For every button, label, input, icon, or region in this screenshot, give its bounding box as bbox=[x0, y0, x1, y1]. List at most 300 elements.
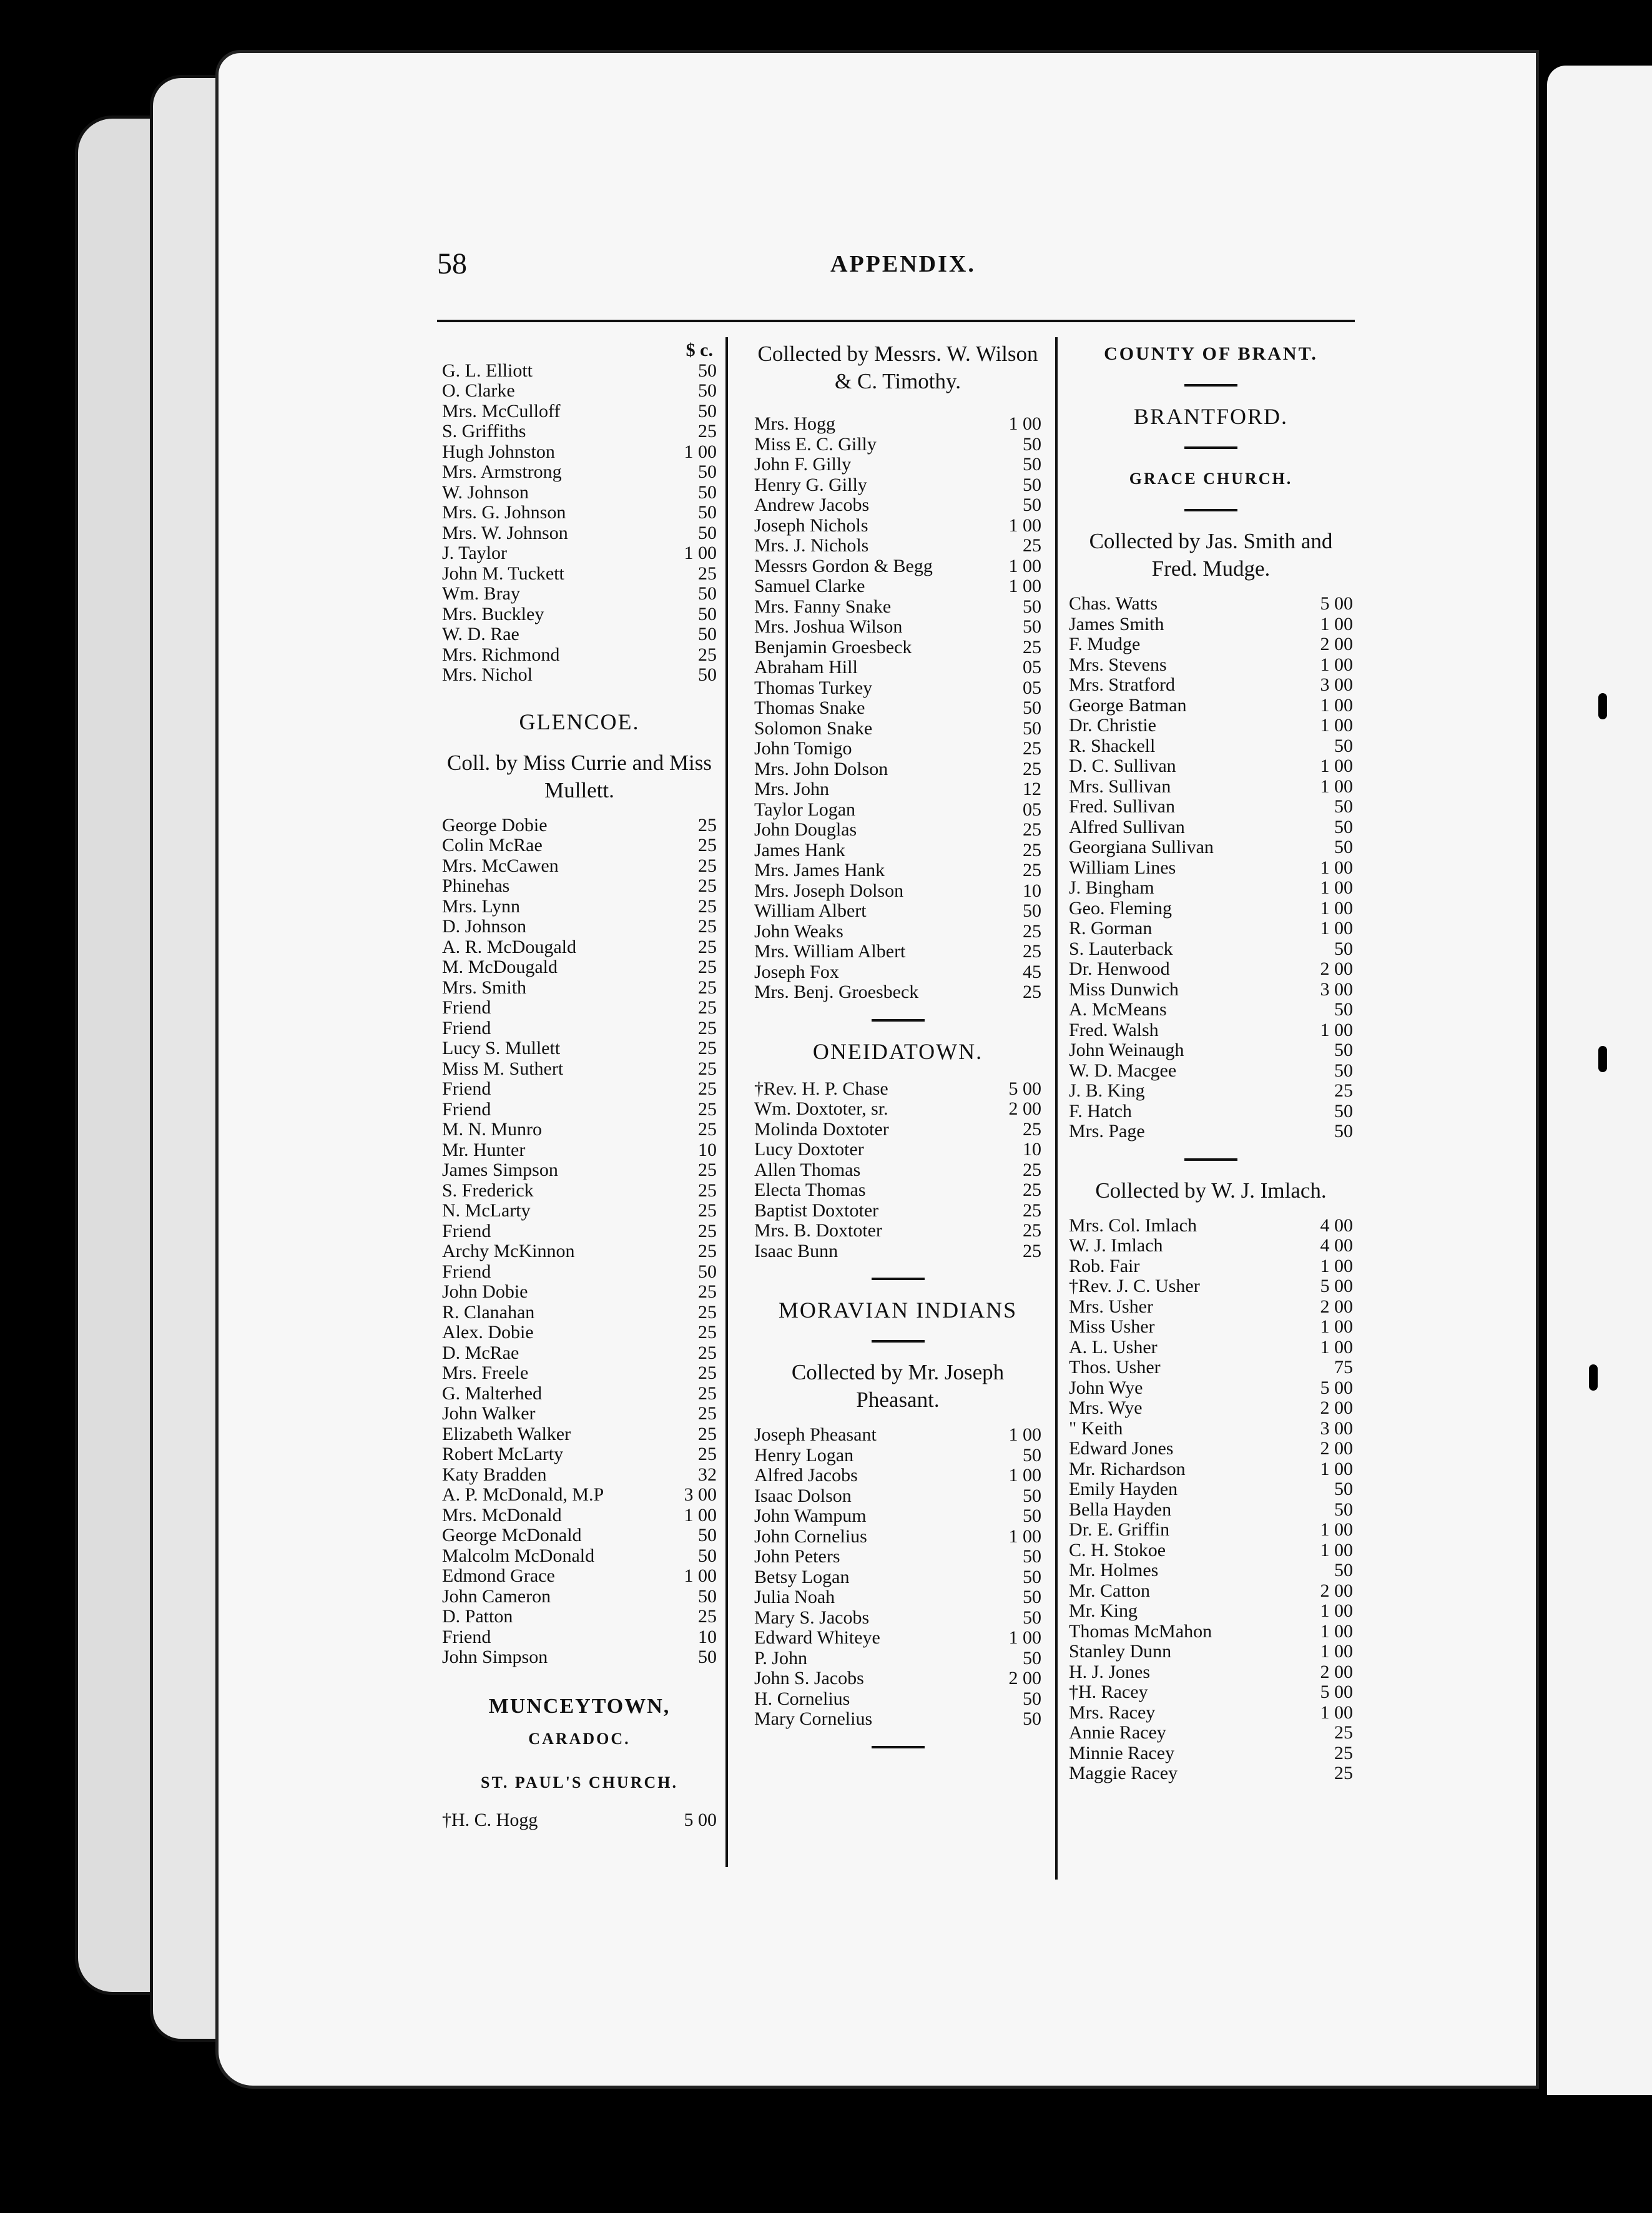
contributor-name: Emily Hayden bbox=[1069, 1479, 1178, 1499]
contributor-name: G. Malterhed bbox=[442, 1383, 542, 1404]
contributor-name: Mrs. Page bbox=[1069, 1121, 1145, 1141]
list-entry bbox=[754, 1527, 1041, 1547]
list-entry bbox=[442, 856, 717, 877]
amount: 1 00 bbox=[1320, 716, 1353, 736]
list-entry bbox=[442, 1404, 717, 1424]
contributor-name: Mrs. Hogg bbox=[754, 414, 836, 434]
contributor-name: Mrs. G. Johnson bbox=[442, 503, 566, 523]
contributor-name: Stanley Dunn bbox=[1069, 1642, 1172, 1662]
contributor-name: D. McRae bbox=[442, 1343, 519, 1363]
contributor-name: Mrs. Freele bbox=[442, 1363, 529, 1383]
amount: 25 bbox=[698, 896, 717, 917]
contributor-name: J. B. King bbox=[1069, 1081, 1145, 1101]
list-entry bbox=[1069, 837, 1353, 858]
amount: 12 bbox=[1023, 779, 1041, 799]
contributor-name: George Batman bbox=[1069, 695, 1187, 716]
contributor-name: Miss M. Suthert bbox=[442, 1058, 564, 1079]
contributor-name: Mrs. Wye bbox=[1069, 1398, 1143, 1418]
list-entry bbox=[442, 1525, 717, 1546]
amount: 25 bbox=[1334, 1723, 1353, 1743]
contributor-name: M. N. Munro bbox=[442, 1120, 543, 1140]
contributor-name: Miss Dunwich bbox=[1069, 979, 1179, 1000]
amount: 50 bbox=[1334, 1560, 1353, 1580]
list-entry bbox=[754, 1506, 1041, 1527]
list-entry bbox=[1069, 1540, 1353, 1561]
contributor-name: G. L. Elliott bbox=[442, 360, 533, 381]
list-entry bbox=[442, 1221, 717, 1242]
amount: 1 00 bbox=[1008, 576, 1041, 596]
amount: 4 00 bbox=[1320, 1236, 1353, 1256]
list-entry bbox=[1069, 1459, 1353, 1480]
contributor-name: Maggie Racey bbox=[1069, 1763, 1178, 1783]
contributor-name: Fred. Walsh bbox=[1069, 1020, 1159, 1040]
list-entry bbox=[754, 1120, 1041, 1140]
amount: 25 bbox=[698, 815, 717, 835]
contributor-name: John Tomigo bbox=[754, 739, 852, 759]
amount: 50 bbox=[1023, 698, 1041, 718]
amount: 2 00 bbox=[1320, 1398, 1353, 1418]
list-entry bbox=[1069, 675, 1353, 696]
list-entry bbox=[1069, 1601, 1353, 1622]
contributor-name: Rob. Fair bbox=[1069, 1256, 1140, 1276]
amount: 50 bbox=[1334, 837, 1353, 857]
entry-list bbox=[442, 361, 717, 686]
contributor-name: Lucy Doxtoter bbox=[754, 1140, 864, 1160]
contributor-name: Dr. E. Griffin bbox=[1069, 1520, 1170, 1540]
amount: 50 bbox=[1023, 1506, 1041, 1526]
contributor-name: Malcolm McDonald bbox=[442, 1545, 595, 1566]
amount: 50 bbox=[1023, 1445, 1041, 1466]
contributor-name: Hugh Johnston bbox=[442, 441, 555, 462]
contributor-name: John Simpson bbox=[442, 1647, 548, 1667]
list-entry bbox=[754, 556, 1041, 577]
contributor-name: Julia Noah bbox=[754, 1587, 835, 1607]
amount: 1 00 bbox=[1320, 1337, 1353, 1358]
amount: 50 bbox=[1023, 1688, 1041, 1709]
contributor-name: Isaac Dolson bbox=[754, 1486, 852, 1506]
list-entry bbox=[442, 1343, 717, 1364]
contributor-name: W. D. Macgee bbox=[1069, 1060, 1177, 1081]
list-entry bbox=[442, 665, 717, 686]
list-entry bbox=[754, 901, 1041, 922]
contributor-name: Samuel Clarke bbox=[754, 576, 865, 596]
list-entry bbox=[754, 638, 1041, 658]
list-entry bbox=[754, 1709, 1041, 1730]
amount: 1 00 bbox=[1320, 654, 1353, 675]
contributor-name: Minnie Racey bbox=[1069, 1743, 1175, 1763]
amount: 5 00 bbox=[1008, 1078, 1041, 1099]
contributor-name: Bella Hayden bbox=[1069, 1499, 1172, 1520]
contributor-name: F. Mudge bbox=[1069, 634, 1141, 654]
list-entry bbox=[1069, 1622, 1353, 1642]
contributor-name: S. Frederick bbox=[442, 1180, 534, 1201]
contributor-name: John S. Jacobs bbox=[754, 1668, 864, 1688]
contributor-name: †Rev. J. C. Usher bbox=[1069, 1276, 1200, 1296]
contributor-name: Colin McRae bbox=[442, 835, 543, 855]
amount: 50 bbox=[1334, 1479, 1353, 1499]
amount: 50 bbox=[1334, 736, 1353, 756]
list-entry bbox=[442, 1607, 717, 1627]
amount: 50 bbox=[698, 381, 717, 401]
list-entry bbox=[442, 1181, 717, 1201]
list-entry bbox=[754, 1587, 1041, 1608]
section-rule bbox=[872, 1278, 925, 1280]
list-entry bbox=[1069, 1581, 1353, 1602]
amount: 50 bbox=[698, 462, 717, 482]
list-entry bbox=[442, 978, 717, 998]
amount: 25 bbox=[698, 1160, 717, 1180]
list-entry bbox=[442, 957, 717, 978]
amount: 50 bbox=[698, 584, 717, 604]
list-entry bbox=[442, 1444, 717, 1465]
amount: 1 00 bbox=[1320, 1317, 1353, 1337]
amount: 50 bbox=[1023, 455, 1041, 475]
list-entry bbox=[754, 982, 1041, 1003]
amount: 1 00 bbox=[684, 441, 717, 462]
list-entry bbox=[1069, 1642, 1353, 1662]
list-entry bbox=[754, 962, 1041, 983]
contributor-name: Friend bbox=[442, 998, 491, 1018]
collector-line: Collected by Jas. Smith and Fred. Mudge. bbox=[1089, 529, 1333, 581]
list-entry bbox=[1069, 1500, 1353, 1521]
contributor-name: N. McLarty bbox=[442, 1201, 531, 1221]
list-entry bbox=[1069, 1682, 1353, 1703]
contributor-name: Thomas Turkey bbox=[754, 678, 873, 698]
amount: 1 00 bbox=[1320, 857, 1353, 878]
list-entry bbox=[1069, 1560, 1353, 1581]
amount: 10 bbox=[698, 1627, 717, 1647]
list-entry bbox=[754, 1241, 1041, 1262]
list-entry bbox=[1069, 594, 1353, 614]
list-entry bbox=[754, 597, 1041, 618]
amount: 1 00 bbox=[1320, 756, 1353, 776]
amount: 25 bbox=[698, 1323, 717, 1343]
list-entry bbox=[754, 617, 1041, 638]
contributor-name: John Weaks bbox=[754, 921, 843, 942]
contributor-name: S. Griffiths bbox=[442, 421, 526, 441]
contributor-name: Mrs. Armstrong bbox=[442, 462, 562, 482]
contributor-name: Katy Bradden bbox=[442, 1464, 547, 1485]
amount: 25 bbox=[698, 1099, 717, 1120]
contributor-name: Edward Whiteye bbox=[754, 1628, 880, 1648]
contributor-name: Fred. Sullivan bbox=[1069, 797, 1175, 817]
amount: 25 bbox=[698, 1241, 717, 1261]
amount: 50 bbox=[1334, 1040, 1353, 1060]
amount: 25 bbox=[698, 1383, 717, 1404]
list-entry bbox=[754, 495, 1041, 516]
amount: 25 bbox=[698, 644, 717, 665]
contributor-name: R. Gorman bbox=[1069, 919, 1153, 939]
amount: 2 00 bbox=[1320, 1439, 1353, 1459]
contributor-name: John Cameron bbox=[442, 1586, 551, 1607]
amount: 25 bbox=[1023, 942, 1041, 962]
list-entry bbox=[754, 1486, 1041, 1507]
contributor-name: Geo. Fleming bbox=[1069, 898, 1172, 919]
amount: 2 00 bbox=[1320, 1662, 1353, 1682]
amount: 50 bbox=[698, 624, 717, 644]
list-entry bbox=[442, 483, 717, 503]
list-entry bbox=[442, 1241, 717, 1262]
contributor-name: Mrs. James Hank bbox=[754, 860, 885, 880]
list-entry bbox=[754, 576, 1041, 597]
contributor-name: Mr. King bbox=[1069, 1601, 1138, 1621]
collector-line: Collected by Messrs. W. Wilson & C. Timothy. bbox=[757, 342, 1038, 393]
contributor-name: Georgiana Sullivan bbox=[1069, 837, 1214, 857]
amount: 50 bbox=[698, 523, 717, 543]
entry-list bbox=[442, 816, 717, 1668]
amount: 25 bbox=[698, 977, 717, 998]
contributor-name: Mrs. William Albert bbox=[754, 942, 906, 962]
list-entry bbox=[442, 1587, 717, 1607]
list-entry bbox=[1069, 1317, 1353, 1338]
amount: 50 bbox=[698, 482, 717, 503]
contributor-name: R. Shackell bbox=[1069, 736, 1156, 756]
list-entry bbox=[1069, 1439, 1353, 1459]
church-name: ST. PAUL'S CHURCH. bbox=[481, 1773, 678, 1792]
contributor-name: Benjamin Groesbeck bbox=[754, 637, 912, 658]
amount: 25 bbox=[698, 937, 717, 957]
amount: 50 bbox=[1023, 1567, 1041, 1587]
list-entry bbox=[1069, 1061, 1353, 1082]
amount: 25 bbox=[698, 1302, 717, 1323]
contributor-name: †Rev. H. P. Chase bbox=[754, 1078, 888, 1099]
amount: 25 bbox=[698, 957, 717, 977]
contributor-name: Thos. Usher bbox=[1069, 1358, 1161, 1378]
list-entry bbox=[442, 1323, 717, 1343]
amount: 50 bbox=[1023, 434, 1041, 455]
contributor-name: Edward Jones bbox=[1069, 1439, 1174, 1459]
contributor-name: Mrs. McDonald bbox=[442, 1505, 562, 1525]
contributor-name: William Albert bbox=[754, 901, 867, 921]
list-entry bbox=[442, 998, 717, 1018]
contributor-name: A. P. McDonald, M.P bbox=[442, 1485, 604, 1505]
amount: 25 bbox=[1023, 820, 1041, 840]
amount: 2 00 bbox=[1008, 1099, 1041, 1119]
list-entry bbox=[442, 645, 717, 666]
amount: 25 bbox=[1023, 860, 1041, 880]
contributor-name: Miss Usher bbox=[1069, 1317, 1155, 1337]
list-entry bbox=[754, 922, 1041, 942]
list-entry bbox=[754, 1547, 1041, 1567]
entry-list bbox=[442, 1810, 717, 1831]
amount: 5 00 bbox=[1320, 1276, 1353, 1296]
list-entry bbox=[1069, 1662, 1353, 1683]
section-heading: MORAVIAN INDIANS bbox=[778, 1298, 1018, 1323]
amount: 50 bbox=[1023, 1648, 1041, 1668]
list-entry bbox=[442, 1647, 717, 1668]
contributor-name: Robert McLarty bbox=[442, 1444, 564, 1464]
list-entry bbox=[1069, 1121, 1353, 1142]
contributor-name: Mrs. McCulloff bbox=[442, 401, 561, 421]
column-3 bbox=[1069, 340, 1353, 1784]
contributor-name: Alfred Sullivan bbox=[1069, 817, 1185, 837]
list-entry bbox=[1069, 1020, 1353, 1041]
contributor-name: Mrs. Benj. Groesbeck bbox=[754, 982, 919, 1002]
list-entry bbox=[442, 1546, 717, 1567]
list-entry bbox=[754, 1201, 1041, 1221]
contributor-name: R. Clanahan bbox=[442, 1302, 535, 1323]
section-rule bbox=[872, 1746, 925, 1748]
contributor-name: S. Lauterback bbox=[1069, 939, 1173, 959]
contributor-name: W. Johnson bbox=[442, 482, 529, 503]
list-entry bbox=[1069, 696, 1353, 716]
list-entry bbox=[442, 564, 717, 584]
section-subheading: CARADOC. bbox=[528, 1729, 631, 1748]
amount: 3 00 bbox=[1320, 979, 1353, 1000]
amount: 1 00 bbox=[1320, 614, 1353, 634]
amount: 25 bbox=[1023, 1180, 1041, 1200]
contributor-name: Annie Racey bbox=[1069, 1723, 1166, 1743]
contributor-name: P. John bbox=[754, 1648, 808, 1668]
amount: 25 bbox=[698, 1607, 717, 1627]
contributor-name: A. R. McDougald bbox=[442, 937, 576, 957]
ink-mark bbox=[1598, 1046, 1607, 1072]
contributor-name: Mr. Richardson bbox=[1069, 1459, 1186, 1479]
list-entry bbox=[442, 1485, 717, 1506]
amount: 1 00 bbox=[1320, 1702, 1353, 1723]
contributor-name: John Weinaugh bbox=[1069, 1040, 1184, 1060]
list-entry bbox=[1069, 1763, 1353, 1784]
contributor-name: Henry Logan bbox=[754, 1445, 854, 1466]
list-entry bbox=[442, 1810, 717, 1831]
amount: 25 bbox=[1334, 1743, 1353, 1763]
amount: 50 bbox=[1334, 817, 1353, 837]
amount: 1 00 bbox=[1320, 695, 1353, 716]
contributor-name: Henry G. Gilly bbox=[754, 475, 867, 495]
contributor-name: John M. Tuckett bbox=[442, 563, 564, 584]
facing-page bbox=[1547, 66, 1652, 2095]
amount: 25 bbox=[698, 917, 717, 937]
contributor-name: Mrs. Racey bbox=[1069, 1702, 1156, 1723]
list-entry bbox=[754, 1099, 1041, 1120]
contributor-name: James Hank bbox=[754, 840, 845, 860]
amount: 50 bbox=[1334, 1060, 1353, 1081]
list-entry bbox=[1069, 980, 1353, 1000]
amount: 50 bbox=[698, 1261, 717, 1282]
contributor-name: Abraham Hill bbox=[754, 658, 858, 678]
contributor-name: Dr. Christie bbox=[1069, 716, 1156, 736]
contributor-name: Electa Thomas bbox=[754, 1180, 866, 1200]
list-entry bbox=[1069, 1419, 1353, 1439]
amount: 50 bbox=[1334, 1499, 1353, 1520]
list-entry bbox=[1069, 736, 1353, 757]
currency-header: $ c. bbox=[686, 340, 713, 360]
amount: 75 bbox=[1334, 1358, 1353, 1378]
amount: 1 00 bbox=[684, 543, 717, 563]
list-entry bbox=[1069, 1276, 1353, 1297]
list-entry bbox=[442, 1282, 717, 1303]
contributor-name: Taylor Logan bbox=[754, 799, 856, 820]
contributor-name: John Wampum bbox=[754, 1506, 867, 1526]
amount: 50 bbox=[698, 665, 717, 685]
amount: 10 bbox=[698, 1140, 717, 1160]
contributor-name: John Wye bbox=[1069, 1378, 1143, 1398]
ink-mark bbox=[1589, 1364, 1598, 1391]
amount: 25 bbox=[1023, 921, 1041, 942]
amount: 25 bbox=[1023, 1160, 1041, 1180]
amount: 25 bbox=[698, 1404, 717, 1424]
contributor-name: Mary Cornelius bbox=[754, 1709, 873, 1729]
amount: 25 bbox=[1334, 1763, 1353, 1783]
contributor-name: John F. Gilly bbox=[754, 455, 852, 475]
contributor-name: Betsy Logan bbox=[754, 1567, 850, 1587]
list-entry bbox=[442, 1465, 717, 1486]
column-divider bbox=[1055, 337, 1058, 1880]
contributor-name: Wm. Doxtoter, sr. bbox=[754, 1099, 888, 1119]
contributor-name: Lucy S. Mullett bbox=[442, 1038, 561, 1058]
amount: 5 00 bbox=[684, 1810, 717, 1830]
amount: 50 bbox=[698, 1647, 717, 1667]
list-entry bbox=[754, 820, 1041, 840]
section-rule bbox=[1184, 1158, 1237, 1161]
list-entry bbox=[442, 1566, 717, 1587]
contributor-name: Miss E. C. Gilly bbox=[754, 434, 877, 455]
amount: 50 bbox=[1023, 901, 1041, 921]
list-entry bbox=[442, 1038, 717, 1059]
contributor-name: Friend bbox=[442, 1018, 491, 1038]
list-entry bbox=[754, 1079, 1041, 1100]
amount: 50 bbox=[1023, 1547, 1041, 1567]
list-entry bbox=[442, 402, 717, 422]
contributor-name: Dr. Henwood bbox=[1069, 959, 1170, 979]
list-entry bbox=[1069, 817, 1353, 838]
contributor-name: M. McDougald bbox=[442, 957, 558, 977]
amount: 25 bbox=[698, 1363, 717, 1383]
list-entry bbox=[1069, 1520, 1353, 1540]
list-entry bbox=[754, 860, 1041, 881]
list-entry bbox=[1069, 716, 1353, 736]
list-entry bbox=[1069, 959, 1353, 980]
contributor-name: John Cornelius bbox=[754, 1526, 867, 1547]
amount: 2 00 bbox=[1320, 1580, 1353, 1601]
list-entry bbox=[1069, 797, 1353, 817]
amount: 25 bbox=[698, 1058, 717, 1079]
amount: 25 bbox=[698, 1221, 717, 1241]
contributor-name: Messrs Gordon & Begg bbox=[754, 556, 933, 576]
contributor-name: Mrs. B. Doxtoter bbox=[754, 1221, 882, 1241]
list-entry bbox=[754, 1689, 1041, 1710]
amount: 1 00 bbox=[1320, 1621, 1353, 1642]
contributor-name: Alfred Jacobs bbox=[754, 1466, 858, 1486]
amount: 25 bbox=[698, 1180, 717, 1201]
amount: 1 00 bbox=[684, 1566, 717, 1586]
contributor-name: D. Johnson bbox=[442, 917, 527, 937]
list-entry bbox=[754, 800, 1041, 821]
ink-mark bbox=[1598, 693, 1607, 719]
contributor-name: D. C. Sullivan bbox=[1069, 756, 1176, 776]
amount: 05 bbox=[1023, 658, 1041, 678]
list-entry bbox=[1069, 1256, 1353, 1277]
amount: 45 bbox=[1023, 962, 1041, 982]
amount: 25 bbox=[698, 1038, 717, 1058]
list-entry bbox=[1069, 1297, 1353, 1318]
amount: 50 bbox=[698, 1545, 717, 1566]
contributor-name: Elizabeth Walker bbox=[442, 1424, 571, 1444]
contributor-name: Friend bbox=[442, 1627, 491, 1647]
amount: 1 00 bbox=[1008, 1526, 1041, 1547]
amount: 50 bbox=[698, 1586, 717, 1607]
contributor-name: †H. C. Hogg bbox=[442, 1810, 538, 1830]
contributor-name: J. Taylor bbox=[442, 543, 508, 563]
list-entry bbox=[754, 1425, 1041, 1446]
section-heading: MUNCEYTOWN, bbox=[488, 1694, 671, 1718]
list-entry bbox=[754, 1160, 1041, 1181]
list-entry bbox=[1069, 1398, 1353, 1419]
amount: 50 bbox=[1023, 596, 1041, 617]
contributor-name: J. Bingham bbox=[1069, 878, 1154, 898]
list-entry bbox=[442, 1120, 717, 1140]
list-entry bbox=[1069, 1000, 1353, 1020]
